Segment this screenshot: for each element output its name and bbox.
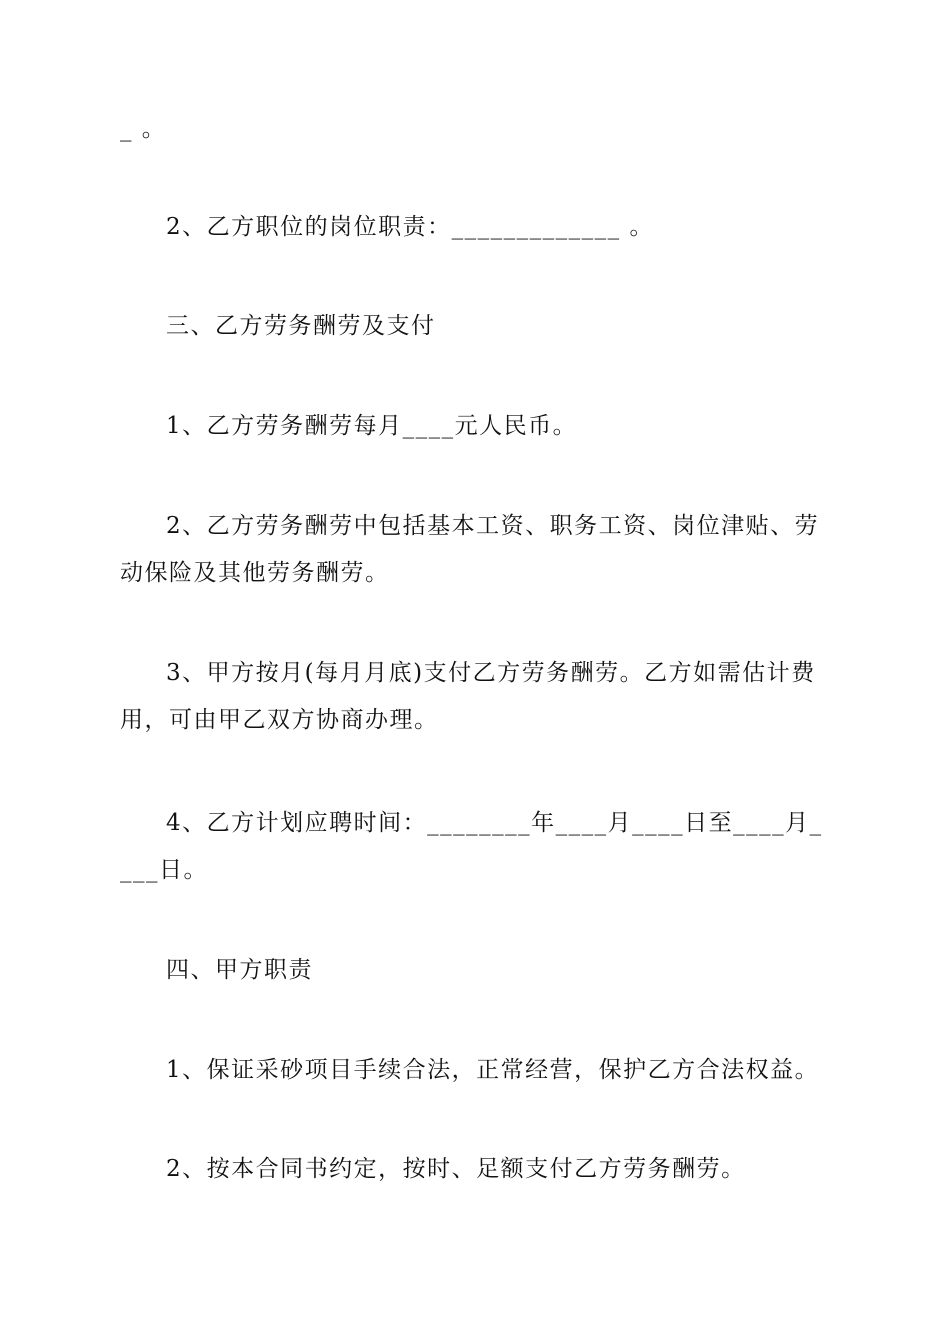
section-heading-remuneration: 三、乙方劳务酬劳及支付	[166, 313, 436, 339]
paragraph-monthly-pay: 1、乙方劳务酬劳每月____元人民币。	[166, 413, 578, 439]
section-heading-party-a-duties: 四、甲方职责	[166, 957, 313, 983]
paragraph-pay-schedule: 3、甲方按月(每月月底)支付乙方劳务酬劳。乙方如需估计费用，可由甲乙双方协商办理。	[120, 660, 816, 733]
paragraph-continuation: _ 。	[120, 116, 167, 142]
paragraph-job-duties: 2、乙方职位的岗位职责：_____________ 。	[166, 214, 654, 240]
paragraph-legal-operation: 1、保证采砂项目手续合法，正常经营，保护乙方合法权益。	[166, 1057, 820, 1083]
paragraph-timely-payment: 2、按本合同书约定，按时、足额支付乙方劳务酬劳。	[166, 1156, 746, 1182]
paragraph-pay-components: 2、乙方劳务酬劳中包括基本工资、职务工资、岗位津贴、劳动保险及其他劳务酬劳。	[120, 513, 820, 586]
paragraph-employment-period: 4、乙方计划应聘时间：________年____月____日至____月____日。	[120, 810, 823, 883]
